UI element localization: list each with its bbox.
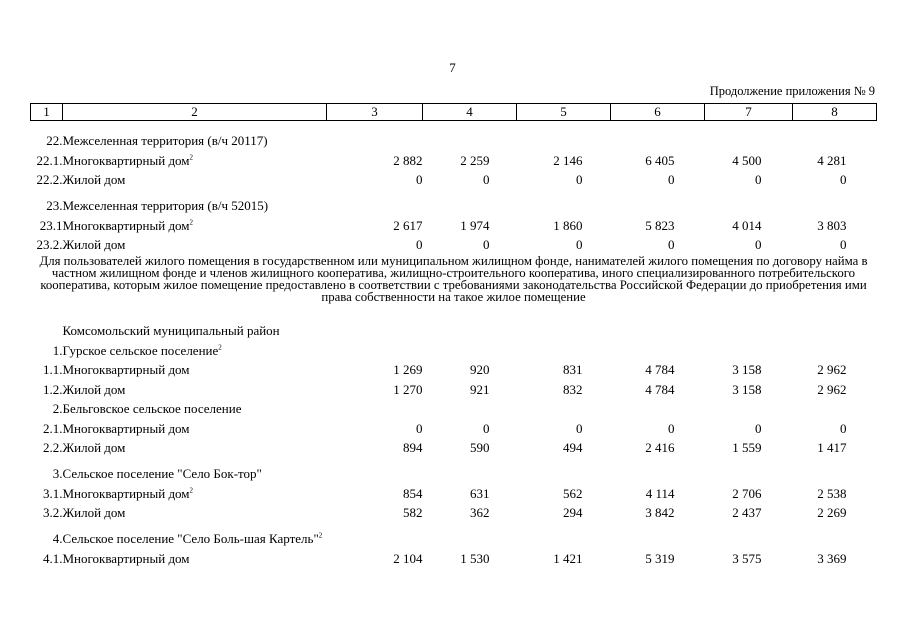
footnote-mark: 2 [189, 218, 194, 227]
value-cell: 1 860 [553, 217, 583, 233]
header-row [31, 104, 877, 121]
value-cell: 1 270 [393, 381, 423, 397]
value-cell: 0 [755, 420, 762, 436]
col-header: 4 [423, 104, 517, 121]
value-cell [705, 454, 793, 480]
value-cell: 1 559 [732, 440, 762, 455]
value-cell [793, 121, 877, 148]
row-name [63, 311, 327, 337]
value-cell: 1 974 [460, 217, 490, 233]
value-cell [327, 396, 423, 416]
value-cell [705, 121, 793, 148]
row-name-text: Комсомольский муниципальный район [62, 323, 280, 338]
table-row [31, 212, 877, 232]
value-cell [327, 186, 423, 212]
value-cell [423, 519, 517, 545]
row-name-text: Жилой дом [62, 172, 126, 187]
row-number: 22.2. [36, 172, 63, 187]
value-cell: 831 [563, 362, 583, 377]
value-cell: 631 [470, 485, 490, 501]
value-cell: 5 319 [645, 550, 675, 566]
value-cell [705, 396, 793, 416]
row-number: 23.1 [39, 217, 63, 233]
value-cell: 2 104 [393, 550, 423, 566]
row-name [63, 121, 327, 148]
table-row [31, 500, 877, 520]
table-row [31, 121, 877, 148]
value-cell [517, 186, 611, 212]
value-cell: 582 [403, 505, 423, 520]
value-cell: 3 158 [732, 362, 762, 377]
section-note-row [31, 251, 877, 311]
value-cell [517, 454, 611, 480]
value-cell: 832 [563, 381, 583, 397]
value-cell [705, 311, 793, 337]
row-name [63, 480, 327, 500]
row-name-text: Межселенная территория (в/ч 52015) [62, 198, 269, 213]
table-row [31, 435, 877, 455]
row-name-text: Жилой дом [62, 505, 126, 520]
value-cell: 0 [483, 420, 490, 436]
row-name-text: Бельговское сельское поселение [62, 401, 242, 416]
value-cell: 3 158 [732, 381, 762, 397]
value-cell [611, 186, 705, 212]
value-cell: 562 [563, 485, 583, 501]
table-row [31, 311, 877, 337]
value-cell: 0 [840, 172, 847, 187]
value-cell: 590 [470, 440, 490, 455]
value-cell: 2 962 [817, 362, 847, 377]
col-header: 6 [611, 104, 705, 121]
table-row [31, 519, 877, 545]
value-cell [611, 396, 705, 416]
value-cell: 4 281 [817, 152, 847, 168]
row-name [63, 147, 327, 167]
value-cell [423, 186, 517, 212]
value-cell: 4 784 [645, 381, 675, 397]
row-name-text: Многоквартирный дом [62, 152, 190, 168]
value-cell: 2 962 [817, 381, 847, 397]
value-cell: 0 [483, 237, 490, 252]
value-cell: 2 706 [732, 485, 762, 501]
value-cell: 1 269 [393, 362, 423, 377]
value-cell: 0 [840, 420, 847, 436]
table-row [31, 415, 877, 435]
row-name [63, 232, 327, 252]
row-number: 1.1. [43, 362, 63, 377]
value-cell: 0 [668, 237, 675, 252]
value-cell: 0 [668, 172, 675, 187]
section-note: Для пользователей жилого помещения в государственном или муниципальном жилищном фонде, нанимателей жилого помещения по договору найма в частном жилищном фонде и членов жилищного кооператива, жилищно-строительного кооператива, иного специализированного потребительского кооператива, которым жилое помещение предоставлено в соответствии с требованиями законодательства Российской Федерации до приобретения ими права собственности на такое жилое помещение [39, 254, 868, 304]
value-cell: 4 500 [732, 152, 762, 168]
value-cell [423, 454, 517, 480]
value-cell: 2 146 [553, 152, 583, 168]
footnote-mark: 2 [218, 343, 222, 352]
row-name [63, 545, 327, 565]
value-cell: 0 [840, 237, 847, 252]
value-cell: 0 [576, 237, 583, 252]
table-row [31, 480, 877, 500]
value-cell: 294 [563, 505, 583, 520]
value-cell [705, 337, 793, 357]
value-cell: 2 269 [817, 505, 847, 520]
row-name-text: Жилой дом [62, 381, 126, 397]
value-cell: 2 882 [393, 152, 423, 168]
value-cell: 4 784 [645, 362, 675, 377]
row-name [63, 415, 327, 435]
value-cell [423, 121, 517, 148]
table-row [31, 357, 877, 377]
row-number: 2.1. [43, 420, 63, 436]
value-cell: 0 [755, 237, 762, 252]
value-cell: 2 437 [732, 505, 762, 520]
value-cell: 0 [576, 172, 583, 187]
value-cell: 4 114 [645, 485, 675, 501]
value-cell: 921 [470, 381, 490, 397]
value-cell [517, 396, 611, 416]
table-row [31, 147, 877, 167]
value-cell [793, 311, 877, 337]
row-name-text: Жилой дом [62, 237, 126, 252]
value-cell: 3 575 [732, 550, 762, 566]
table-row [31, 396, 877, 416]
value-cell: 494 [563, 440, 583, 455]
value-cell [793, 454, 877, 480]
row-name-text: Многоквартирный дом [62, 550, 190, 566]
table-row [31, 186, 877, 212]
row-number: 2. [52, 401, 63, 416]
value-cell [611, 311, 705, 337]
value-cell: 0 [416, 172, 423, 187]
table-row [31, 376, 877, 396]
row-number: 4.1. [43, 550, 63, 566]
row-name-text: Многоквартирный дом [62, 420, 190, 436]
value-cell: 6 405 [645, 152, 675, 168]
value-cell [327, 519, 423, 545]
value-cell [793, 337, 877, 357]
row-name-text: Многоквартирный дом [62, 485, 190, 501]
value-cell: 3 842 [645, 505, 675, 520]
value-cell [423, 311, 517, 337]
row-number: 3.1. [43, 485, 63, 501]
col-header: 5 [517, 104, 611, 121]
value-cell: 1 417 [817, 440, 847, 455]
row-name-text: Межселенная территория (в/ч 20117) [62, 133, 268, 148]
row-name-text: Сельское поселение "Село Боль-шая Картель" [62, 531, 319, 546]
table-row [31, 337, 877, 357]
value-cell [517, 311, 611, 337]
col-header: 7 [705, 104, 793, 121]
value-cell [327, 121, 423, 148]
value-cell [517, 337, 611, 357]
value-cell [611, 519, 705, 545]
row-name-text: Жилой дом [62, 440, 126, 455]
row-number: 1. [52, 342, 63, 358]
row-number: 23. [46, 198, 63, 213]
row-name [63, 337, 327, 357]
value-cell: 2 259 [460, 152, 490, 168]
footnote-mark: 2 [189, 153, 194, 162]
row-name-text: Сельское поселение "Село Бок-тор" [62, 466, 262, 481]
value-cell: 1 421 [553, 550, 583, 566]
table-row [31, 167, 877, 187]
value-cell [423, 396, 517, 416]
value-cell: 5 823 [645, 217, 675, 233]
value-cell: 3 369 [817, 550, 847, 566]
row-number: 4. [52, 531, 63, 546]
value-cell [793, 396, 877, 416]
row-name [63, 376, 327, 396]
value-cell: 894 [403, 440, 423, 455]
row-number: 3. [52, 466, 63, 481]
row-number: 1.2. [43, 381, 63, 397]
row-number: 23.2. [36, 237, 63, 252]
value-cell [793, 186, 877, 212]
row-name [63, 212, 327, 232]
table-row [31, 454, 877, 480]
footnote-mark: 2 [318, 531, 323, 540]
value-cell [793, 519, 877, 545]
row-number: 22.1. [36, 152, 63, 168]
footnote-mark: 2 [189, 486, 194, 495]
row-name [63, 357, 327, 377]
row-name [63, 186, 327, 212]
value-cell: 0 [755, 172, 762, 187]
value-cell [517, 121, 611, 148]
value-cell: 1 530 [460, 550, 490, 566]
table-row [31, 545, 877, 565]
value-cell: 2 416 [645, 440, 675, 455]
row-name [63, 454, 327, 480]
value-cell: 0 [668, 420, 675, 436]
col-header: 2 [63, 104, 327, 121]
col-header: 1 [31, 104, 63, 121]
value-cell: 0 [483, 172, 490, 187]
row-name-text: Гурское сельское поселение [62, 342, 219, 358]
value-cell [705, 186, 793, 212]
row-number: 22. [46, 133, 63, 148]
value-cell: 3 803 [817, 217, 847, 233]
row-name [63, 519, 327, 545]
value-cell: 2 538 [817, 485, 847, 501]
value-cell [611, 337, 705, 357]
value-cell: 854 [403, 485, 423, 501]
continuation-label: Продолжение приложения № 9 [709, 84, 875, 98]
row-name [63, 500, 327, 520]
value-cell [327, 337, 423, 357]
value-cell: 4 014 [732, 217, 762, 233]
col-header: 8 [793, 104, 877, 121]
value-cell [517, 519, 611, 545]
value-cell: 0 [416, 420, 423, 436]
row-name-text: Многоквартирный дом [62, 362, 190, 377]
row-name [63, 396, 327, 416]
table-row [31, 232, 877, 252]
row-name [63, 435, 327, 455]
value-cell: 0 [416, 237, 423, 252]
value-cell [705, 519, 793, 545]
page-number: 7 [449, 60, 456, 75]
col-header: 3 [327, 104, 423, 121]
value-cell [327, 311, 423, 337]
value-cell: 920 [470, 362, 490, 377]
value-cell [611, 121, 705, 148]
row-number [31, 311, 63, 337]
value-cell [423, 337, 517, 357]
row-number: 3.2. [43, 505, 63, 520]
row-name-text: Многоквартирный дом [62, 217, 190, 233]
row-name [63, 167, 327, 187]
value-cell [611, 454, 705, 480]
row-number: 2.2. [43, 440, 63, 455]
value-cell: 362 [470, 505, 490, 520]
value-cell [327, 454, 423, 480]
value-cell: 0 [576, 420, 583, 436]
value-cell: 2 617 [393, 217, 423, 233]
tariff-table [30, 103, 877, 565]
